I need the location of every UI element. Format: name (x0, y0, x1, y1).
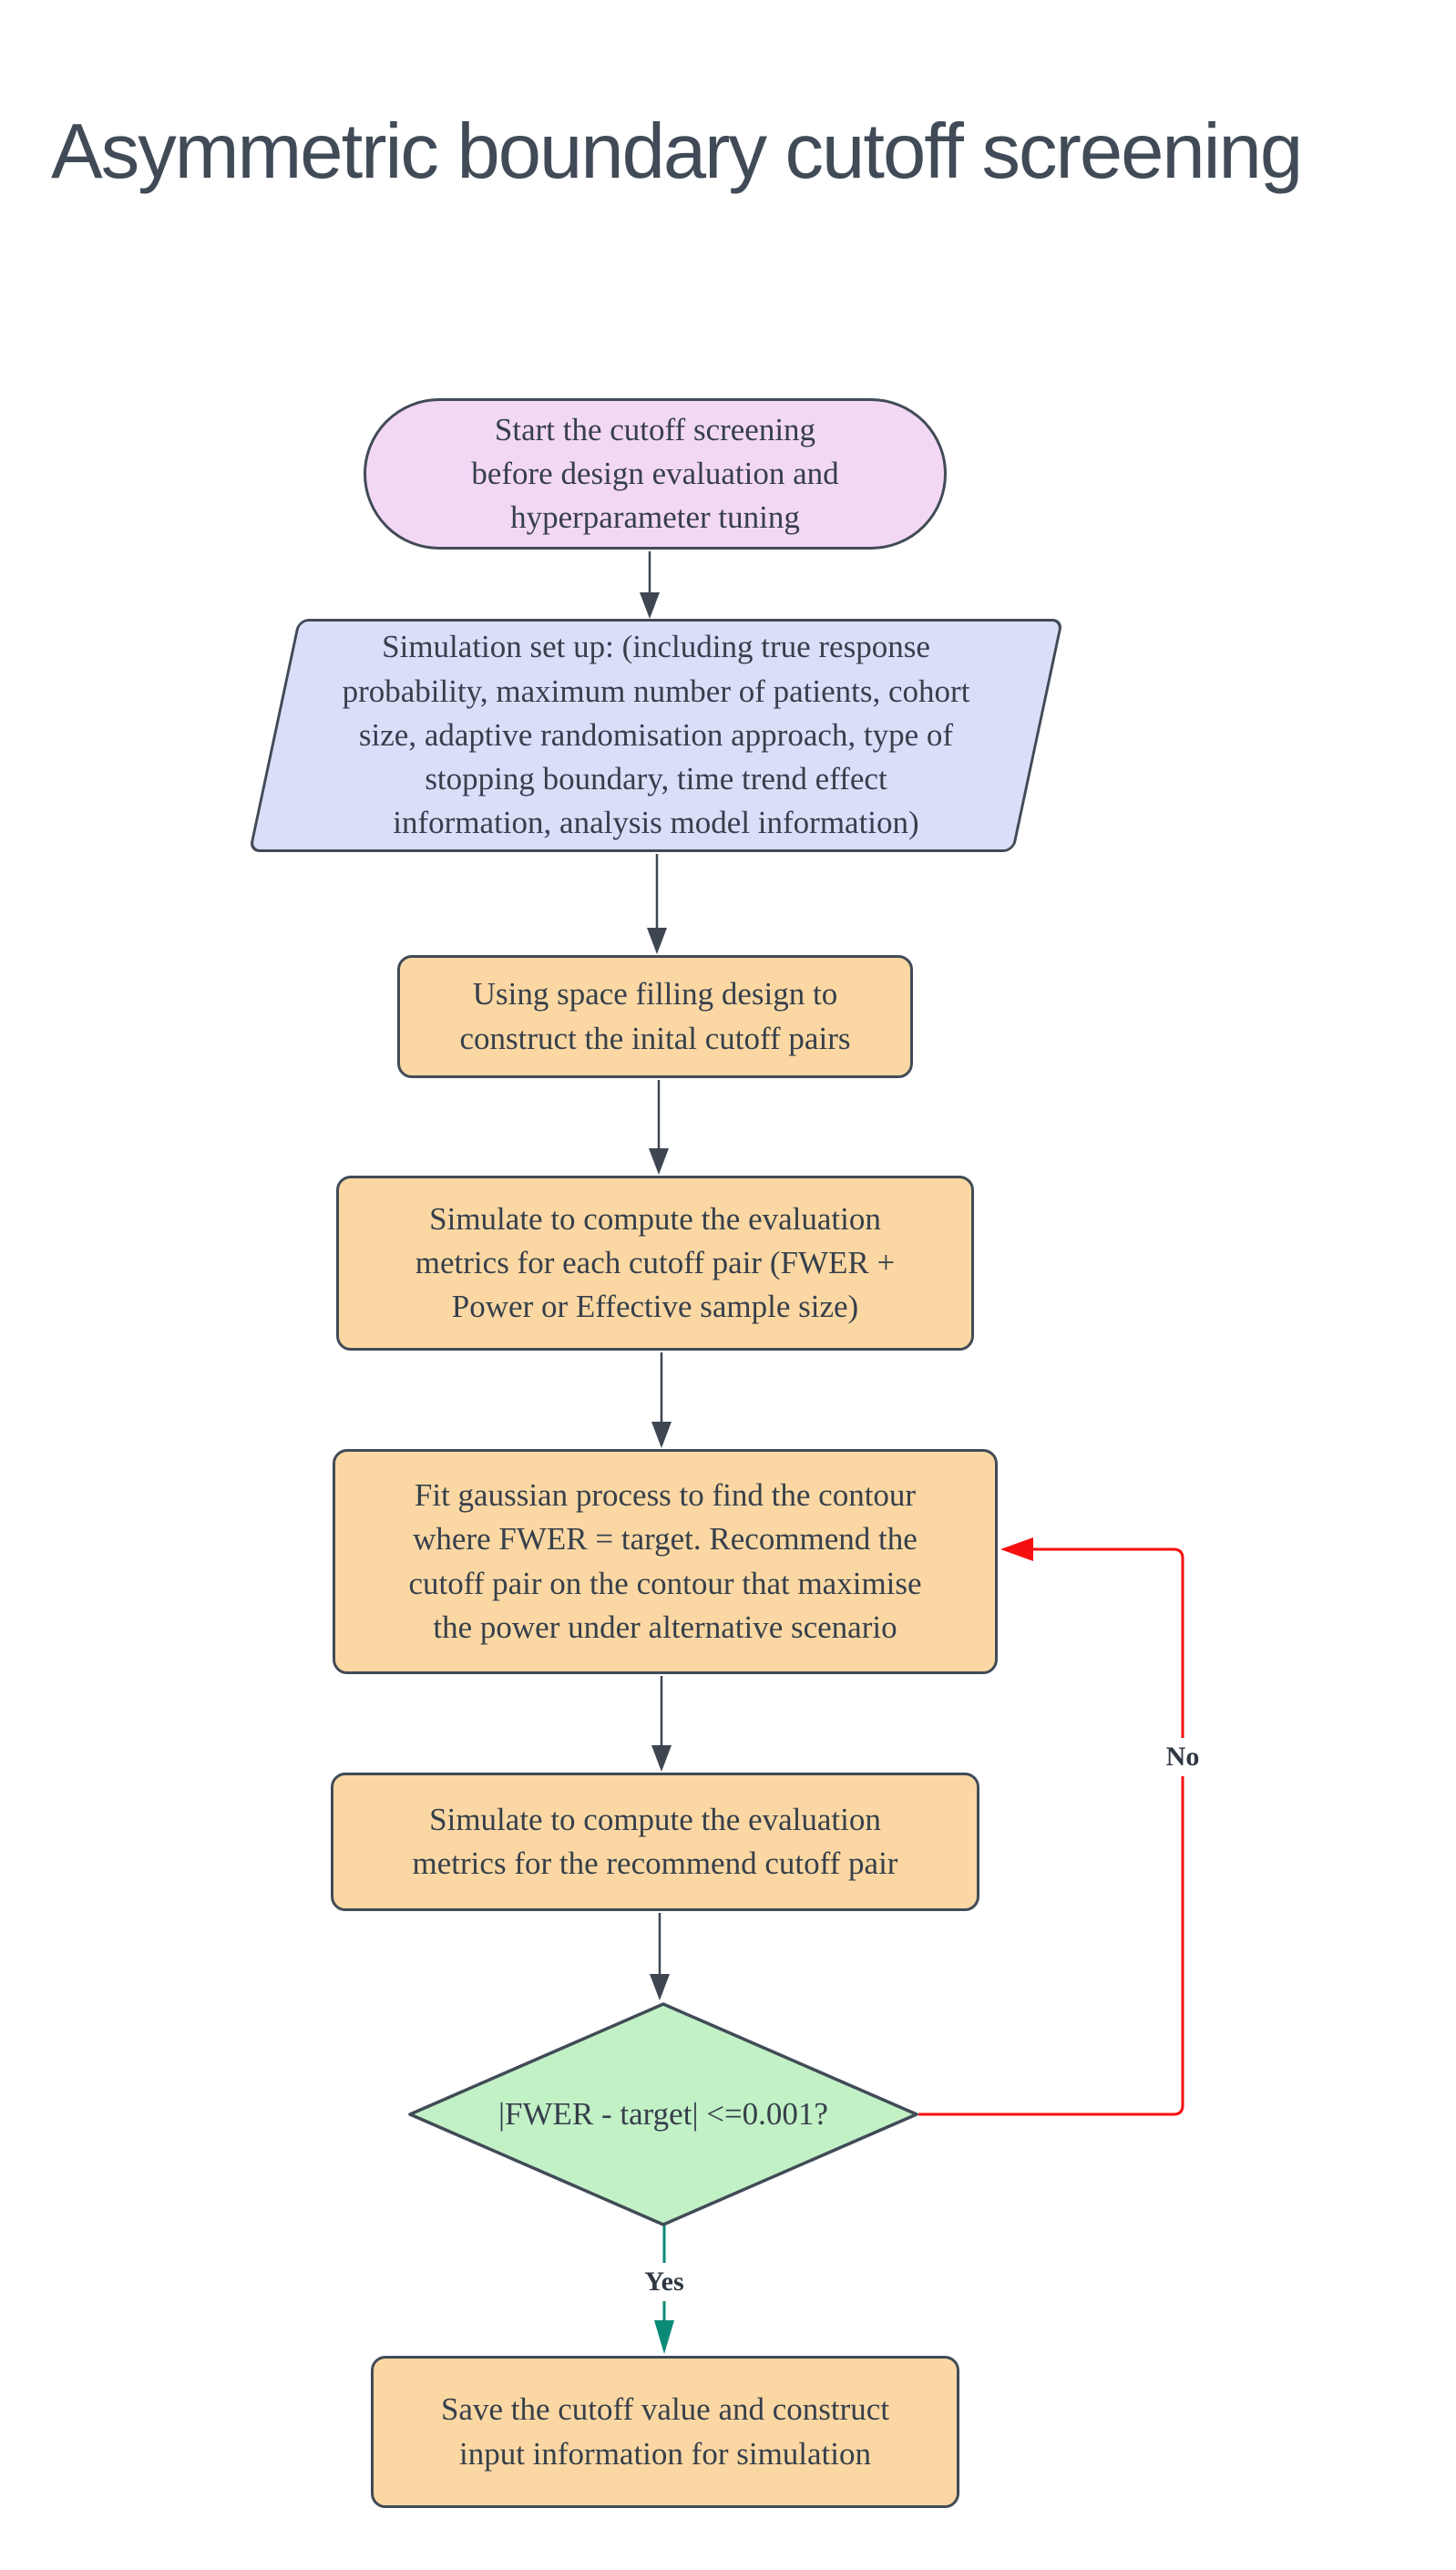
node-start-terminator (364, 398, 947, 550)
node-simulate-each-label: Simulate to compute the evaluation metrics for each cutoff pair (FWER + Power or Effective sample size) (415, 1200, 896, 1325)
arrow-start-to-setup (640, 551, 660, 619)
edge-label-no: No (1157, 1738, 1209, 1776)
node-simulation-setup-label: Simulation set up: (including true response probability, maximum number of patients, cohort size, adaptive randomisation approach, type of stopping boundary, time trend effect information, analysis model information) (342, 629, 970, 841)
node-simulate-each-process (336, 1176, 974, 1351)
node-save-label: Save the cutoff value and construct input information for simulation (440, 2391, 890, 2472)
edge-label-yes: Yes (635, 2263, 692, 2301)
arrow-simulate-recommend-to-decision (650, 1913, 670, 2000)
arrow-space-filling-to-simulate-each (649, 1080, 669, 1175)
node-start-label: Start the cutoff screening before design evaluation and hyperparameter tuning (471, 411, 839, 536)
node-fit-gaussian-label: Fit gaussian process to find the contour where FWER = target. Recommend the cutoff pair on the contour that maximise the power under alternative scenario (408, 1476, 922, 1645)
node-simulation-setup-parallelogram (273, 619, 1039, 852)
node-space-filling-process (397, 955, 913, 1078)
node-decision-label: |FWER - target| <=0.001? (498, 2096, 828, 2132)
node-simulate-recommend-label: Simulate to compute the evaluation metrics for the recommend cutoff pair (412, 1801, 898, 1881)
arrow-fit-gp-to-simulate-recommend (651, 1676, 672, 1772)
arrow-setup-to-space-filling (647, 854, 667, 954)
node-save-process (371, 2356, 959, 2508)
page-title: Asymmetric boundary cutoff screening (51, 108, 1302, 195)
node-decision-diamond (407, 2001, 919, 2227)
node-fit-gaussian-process (333, 1449, 998, 1674)
arrow-simulate-each-to-fit-gp (651, 1352, 672, 1448)
node-space-filling-label: Using space filling design to construct the inital cutoff pairs (459, 976, 851, 1056)
node-simulate-recommend-process (331, 1773, 979, 1911)
